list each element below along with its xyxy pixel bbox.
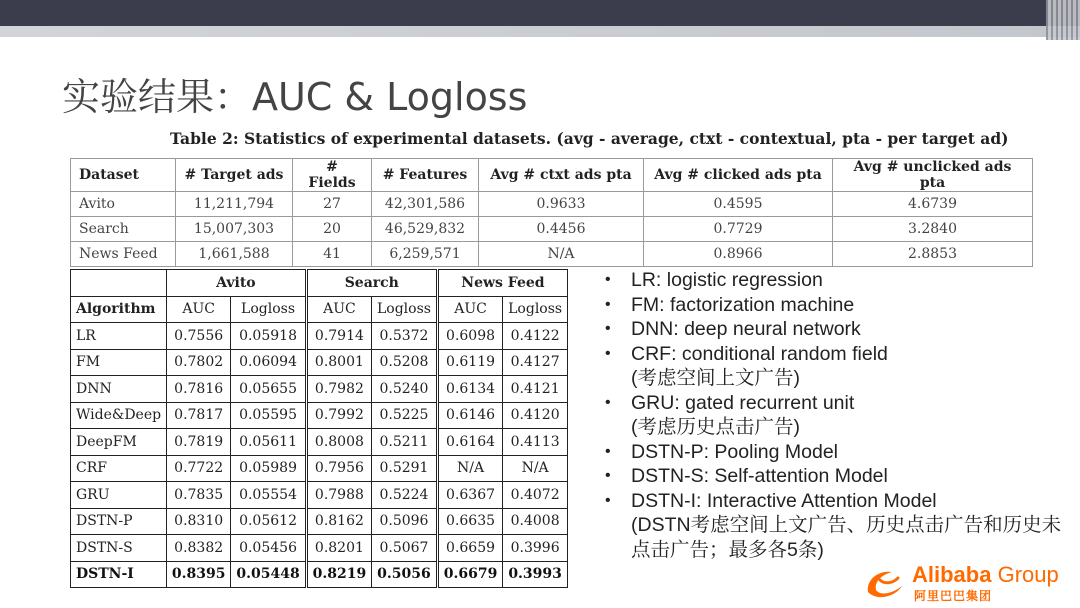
metric-value-cell: 0.6119: [437, 349, 502, 376]
metric-value-cell: N/A: [503, 455, 568, 482]
bullet-icon: •: [605, 467, 611, 484]
metric-value-cell: 0.7982: [306, 376, 371, 403]
algorithm-header: Algorithm: [71, 296, 167, 323]
table-row: [71, 323, 568, 350]
metric-header: AUC: [306, 296, 371, 323]
alibaba-smile-icon: [862, 562, 908, 602]
table-cell: 41: [293, 242, 372, 267]
dataset-stats-table: [70, 158, 1033, 267]
metric-header-row: [71, 296, 568, 323]
list-item-text: GRU: gated recurrent unit: [631, 391, 855, 414]
metric-value-cell: 0.8201: [306, 535, 371, 562]
bullet-icon: •: [605, 344, 611, 362]
metric-value-cell: 0.4121: [503, 376, 568, 403]
table-cell: 3.2840: [833, 217, 1033, 242]
list-item-text: DSTN-S: Self-attention Model: [631, 465, 888, 487]
table-cell: 1,661,588: [176, 242, 293, 267]
table-cell: 6,259,571: [372, 242, 479, 267]
metric-value-cell: 0.05989: [231, 455, 306, 482]
table-cell: 0.7729: [644, 217, 833, 242]
algorithm-name-cell: DeepFM: [71, 429, 167, 456]
list-item-text: CRF: conditional random field: [631, 342, 888, 365]
group-header-avito: Avito: [167, 270, 307, 297]
column-header: Avg # ctxt ads pta: [479, 159, 644, 192]
group-header-news-feed: News Feed: [437, 270, 567, 297]
list-item: [604, 317, 1064, 342]
table-row: [71, 217, 1033, 242]
metric-value-cell: 0.7817: [167, 402, 231, 429]
table-row: [71, 561, 568, 588]
metric-value-cell: 0.5372: [372, 323, 438, 350]
algorithm-name-cell: LR: [71, 323, 167, 350]
table-cell: 11,211,794: [176, 192, 293, 217]
logo-group: Group: [997, 562, 1059, 587]
metric-header: AUC: [437, 296, 502, 323]
list-item-text: DNN: deep neural network: [631, 318, 861, 340]
metric-value-cell: 0.5096: [372, 508, 438, 535]
metric-value-cell: 0.7802: [167, 349, 231, 376]
list-item-text: LR: logistic regression: [631, 269, 823, 291]
metric-value-cell: 0.7722: [167, 455, 231, 482]
table-cell: 0.8966: [644, 242, 833, 267]
list-item: [604, 268, 1064, 293]
table-cell: 2.8853: [833, 242, 1033, 267]
metric-value-cell: 0.05595: [231, 402, 306, 429]
metric-value-cell: 0.8162: [306, 508, 371, 535]
metric-value-cell: 0.4113: [503, 429, 568, 456]
metric-value-cell: 0.5225: [372, 402, 438, 429]
bullet-icon: •: [605, 393, 611, 411]
metric-value-cell: 0.6635: [437, 508, 502, 535]
metric-header: Logloss: [503, 296, 568, 323]
metric-value-cell: 0.3996: [503, 535, 568, 562]
column-header: Avg # clicked ads pta: [644, 159, 833, 192]
metric-value-cell: 0.4008: [503, 508, 568, 535]
metric-value-cell: 0.8001: [306, 349, 371, 376]
metric-value-cell: 0.05456: [231, 535, 306, 562]
algorithm-name-cell: Wide&Deep: [71, 402, 167, 429]
algorithm-name-cell: FM: [71, 349, 167, 376]
alibaba-group-logo: [862, 560, 1074, 606]
table-cell: 0.9633: [479, 192, 644, 217]
metric-value-cell: 0.5067: [372, 535, 438, 562]
metric-value-cell: 0.05918: [231, 323, 306, 350]
list-item-note: (考虑历史点击广告): [631, 416, 800, 438]
table-row: [71, 535, 568, 562]
metric-value-cell: 0.05554: [231, 482, 306, 509]
table-cell: 27: [293, 192, 372, 217]
metric-value-cell: 0.8219: [306, 561, 371, 588]
dataset-name-cell: News Feed: [71, 242, 176, 267]
group-header-search: Search: [306, 270, 437, 297]
list-item-text: FM: factorization machine: [631, 293, 855, 316]
metric-value-cell: 0.5240: [372, 376, 438, 403]
metric-value-cell: 0.4127: [503, 349, 568, 376]
table-cell: 4.6739: [833, 192, 1033, 217]
table-cell: 0.4595: [644, 192, 833, 217]
metric-value-cell: 0.6679: [437, 561, 502, 588]
list-item: [604, 391, 1064, 440]
list-item-note: (DSTN考虑空间上文广告、历史点击广告和历史未点击广告；最多各5条): [631, 514, 1062, 561]
metric-value-cell: 0.05655: [231, 376, 306, 403]
column-header: Dataset: [71, 159, 176, 192]
results-table: [70, 269, 568, 588]
table-row: [71, 192, 1033, 217]
table-row: [71, 508, 568, 535]
algorithm-name-cell: CRF: [71, 455, 167, 482]
algorithm-name-cell: DSTN-I: [71, 561, 167, 588]
group-header-row: [71, 270, 568, 297]
metric-value-cell: 0.8008: [306, 429, 371, 456]
metric-value-cell: 0.6367: [437, 482, 502, 509]
metric-value-cell: 0.7992: [306, 402, 371, 429]
metric-value-cell: 0.05611: [231, 429, 306, 456]
metric-value-cell: 0.3993: [503, 561, 568, 588]
metric-value-cell: 0.8310: [167, 508, 231, 535]
bullet-icon: •: [605, 442, 611, 460]
dataset-name-cell: Avito: [71, 192, 176, 217]
list-item-text: DSTN-P: Pooling Model: [631, 440, 838, 463]
bullet-icon: •: [605, 320, 611, 337]
logo-wordmark: [912, 562, 1059, 588]
algorithm-name-cell: DNN: [71, 376, 167, 403]
metric-value-cell: N/A: [437, 455, 502, 482]
top-banner: [0, 0, 1080, 26]
table-row: [71, 376, 568, 403]
metric-value-cell: 0.6098: [437, 323, 502, 350]
table-row: [71, 349, 568, 376]
table-cell: 46,529,832: [372, 217, 479, 242]
empty-header-cell: [71, 270, 167, 297]
list-item-text: DSTN-I: Interactive Attention Model: [631, 489, 937, 512]
metric-value-cell: 0.5211: [372, 429, 438, 456]
list-item: [604, 440, 1064, 465]
metric-value-cell: 0.4072: [503, 482, 568, 509]
metric-value-cell: 0.7914: [306, 323, 371, 350]
metric-value-cell: 0.7816: [167, 376, 231, 403]
metric-value-cell: 0.6134: [437, 376, 502, 403]
metric-value-cell: 0.5208: [372, 349, 438, 376]
metric-header: Logloss: [372, 296, 438, 323]
list-item: [604, 489, 1064, 563]
dataset-name-cell: Search: [71, 217, 176, 242]
table-row: [71, 402, 568, 429]
metric-value-cell: 0.5056: [372, 561, 438, 588]
bullet-icon: •: [605, 295, 611, 313]
table-row: [71, 429, 568, 456]
table-header-row: [71, 159, 1033, 192]
list-item: [604, 464, 1064, 489]
metric-value-cell: 0.05612: [231, 508, 306, 535]
top-banner-accent: [0, 26, 1080, 37]
table-cell: 20: [293, 217, 372, 242]
metric-value-cell: 0.06094: [231, 349, 306, 376]
metric-value-cell: 0.05448: [231, 561, 306, 588]
list-item: [604, 342, 1064, 391]
column-header: # Fields: [293, 159, 372, 192]
metric-value-cell: 0.7956: [306, 455, 371, 482]
table-cell: 42,301,586: [372, 192, 479, 217]
logo-chinese: 阿里巴巴集团: [914, 589, 993, 603]
metric-value-cell: 0.4120: [503, 402, 568, 429]
column-header: Avg # unclicked ads pta: [833, 159, 1033, 192]
algorithm-name-cell: DSTN-S: [71, 535, 167, 562]
table-row: [71, 455, 568, 482]
bullet-icon: •: [605, 491, 611, 509]
metric-value-cell: 0.6146: [437, 402, 502, 429]
logo-word: Alibaba: [912, 562, 992, 587]
table-row: [71, 242, 1033, 267]
metric-value-cell: 0.5291: [372, 455, 438, 482]
algorithm-name-cell: GRU: [71, 482, 167, 509]
bullet-icon: •: [605, 271, 611, 288]
column-header: # Target ads: [176, 159, 293, 192]
list-item: [604, 293, 1064, 318]
metric-value-cell: 0.7988: [306, 482, 371, 509]
slide-title: 实验结果：AUC & Logloss: [62, 75, 528, 119]
table-row: [71, 482, 568, 509]
metric-value-cell: 0.7835: [167, 482, 231, 509]
dataset-table-caption: Table 2: Statistics of experimental datasets. (avg - average, ctxt - contextual, pta - per target ad): [170, 129, 1009, 148]
metric-value-cell: 0.4122: [503, 323, 568, 350]
metric-value-cell: 0.7556: [167, 323, 231, 350]
banner-stripes: [1046, 0, 1080, 40]
metric-value-cell: 0.8382: [167, 535, 231, 562]
algorithm-name-cell: DSTN-P: [71, 508, 167, 535]
metric-value-cell: 0.6164: [437, 429, 502, 456]
abbreviation-list: [604, 268, 1064, 562]
table-cell: 15,007,303: [176, 217, 293, 242]
metric-value-cell: 0.5224: [372, 482, 438, 509]
metric-value-cell: 0.7819: [167, 429, 231, 456]
metric-value-cell: 0.6659: [437, 535, 502, 562]
metric-value-cell: 0.8395: [167, 561, 231, 588]
table-cell: N/A: [479, 242, 644, 267]
column-header: # Features: [372, 159, 479, 192]
list-item-note: (考虑空间上文广告): [631, 367, 800, 389]
metric-header: Logloss: [231, 296, 306, 323]
table-cell: 0.4456: [479, 217, 644, 242]
metric-header: AUC: [167, 296, 231, 323]
